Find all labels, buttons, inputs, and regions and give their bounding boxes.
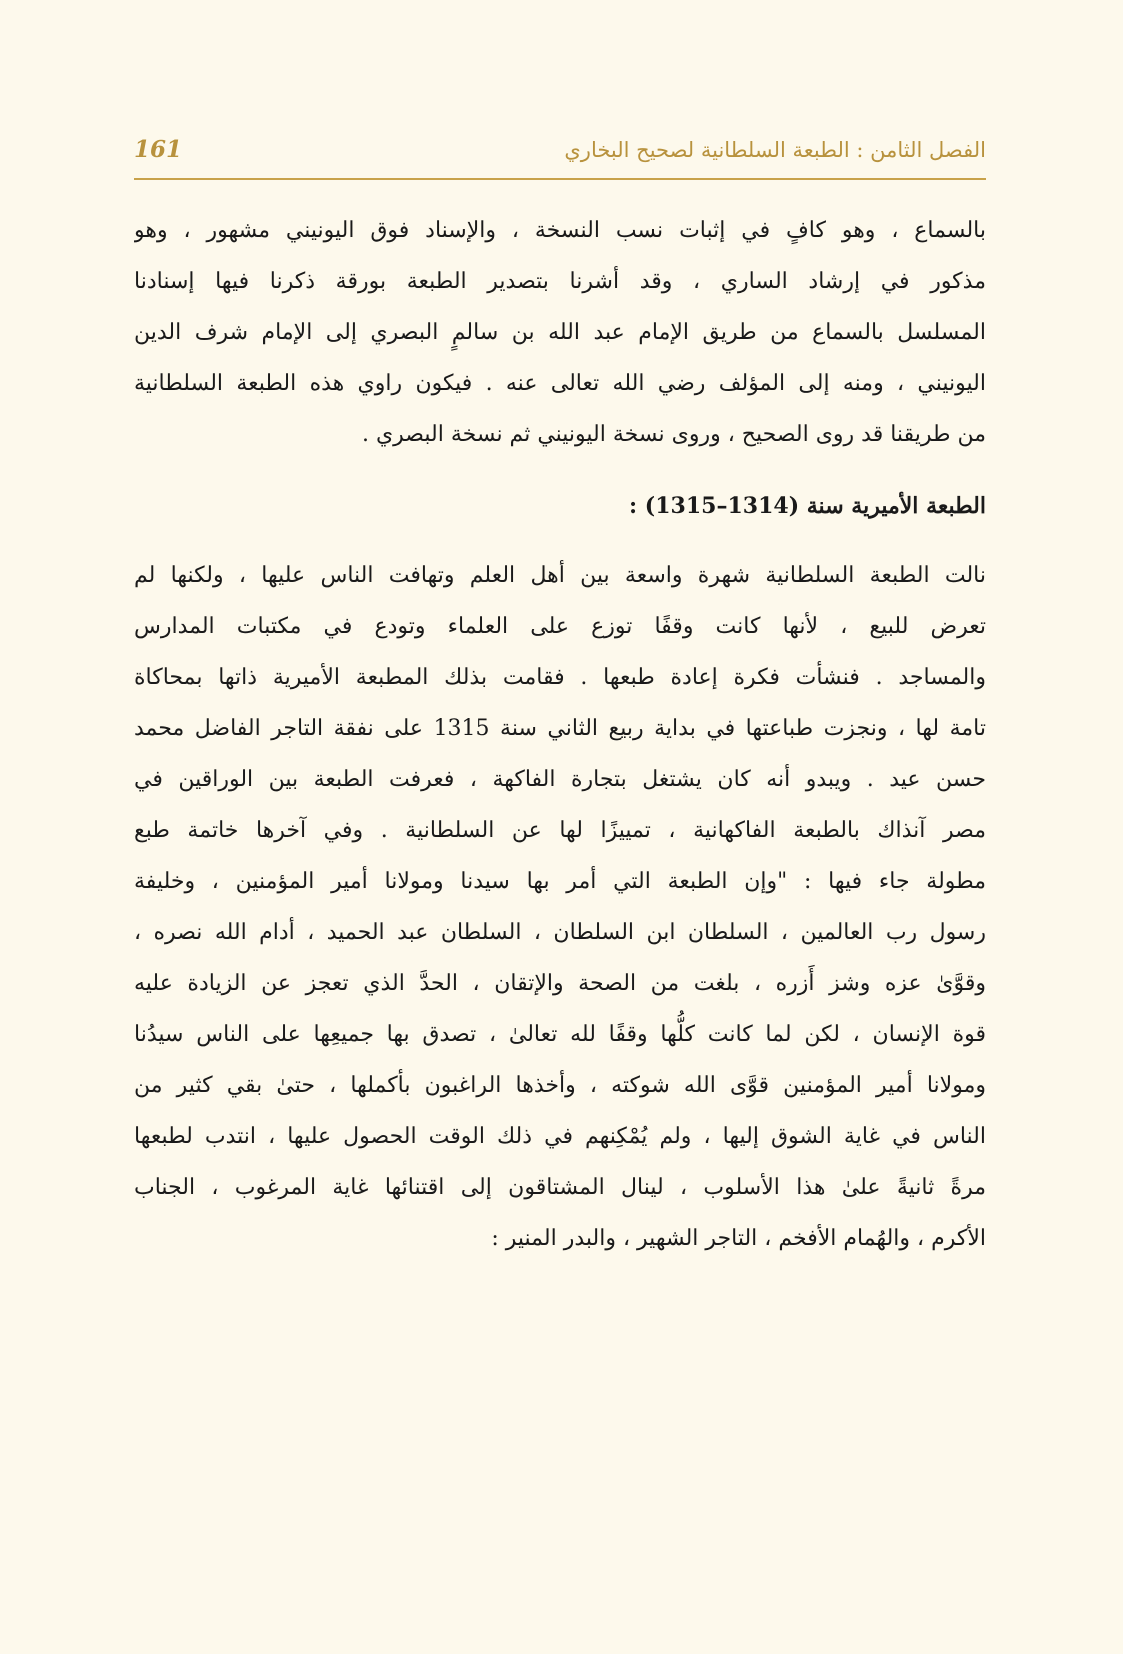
text-line: والمساجد . فنشأت فكرة إعادة طبعها . فقامت بذلك المطبعة الأميرية ذاتها بمحاكاة [134, 665, 986, 690]
text-line: المسلسل بالسماع من طريق الإمام عبد الله بن سالمٍ البصري إلى الإمام شرف الدين [134, 320, 986, 345]
text-line: الأكرم ، والهُمام الأفخم ، التاجر الشهير ، والبدر المنير : [491, 1226, 986, 1251]
running-header [134, 128, 986, 180]
text-line: نالت الطبعة السلطانية شهرة واسعة بين أهل العلم وتهافت الناس عليها ، ولكنها لم [134, 563, 986, 588]
text-line: مرةً ثانيةً علىٰ هذا الأسلوب ، لينال المشتاقون إلى اقتنائها غاية المرغوب ، الجناب [134, 1175, 986, 1200]
text-line: تامة لها ، ونجزت طباعتها في بداية ربيع الثاني سنة 1315 على نفقة التاجر الفاضل محمد [134, 716, 986, 741]
text-line: حسن عيد . ويبدو أنه كان يشتغل بتجارة الفاكهة ، فعرفت الطبعة بين الوراقين في [134, 767, 986, 792]
chapter-title: الفصل الثامن : الطبعة السلطانية لصحيح البخاري [564, 138, 986, 162]
text-line: وقوَّىٰ عزه وشز أَزره ، بلغت من الصحة والإتقان ، الحدَّ الذي تعجز عن الزيادة عليه [134, 971, 986, 996]
section-heading: الطبعة الأميرية سنة (1314–1315) : [629, 493, 986, 519]
page-number: 161 [134, 136, 183, 163]
text-line: مصر آنذاك بالطبعة الفاكهانية ، تمييزًا لها عن السلطانية . وفي آخرها خاتمة طبع [134, 818, 986, 843]
text-line: مذكور في إرشاد الساري ، وقد أشرنا بتصدير الطبعة بورقة ذكرنا فيها إسنادنا [134, 269, 986, 294]
text-line: اليونيني ، ومنه إلى المؤلف رضي الله تعالى عنه . فيكون راوي هذه الطبعة السلطانية [134, 371, 986, 396]
text-line: بالسماع ، وهو كافٍ في إثبات نسب النسخة ، والإسناد فوق اليونيني مشهور ، وهو [134, 218, 986, 243]
paragraph-2 [134, 550, 986, 1264]
text-line: مطولة جاء فيها : "وإن الطبعة التي أمر بها سيدنا ومولانا أمير المؤمنين ، وخليفة [134, 869, 986, 894]
text-line: تعرض للبيع ، لأنها كانت وقفًا توزع على العلماء وتودع في مكتبات المدارس [134, 614, 986, 639]
text-line: من طريقنا قد روى الصحيح ، وروى نسخة اليونيني ثم نسخة البصري . [361, 422, 986, 447]
text-line: قوة الإنسان ، لكن لما كانت كلُّها وقفًا لله تعالىٰ ، تصدق بها جميعِها على الناس سيدُنا [134, 1022, 986, 1047]
paragraph-1 [134, 205, 986, 460]
text-line: رسول رب العالمين ، السلطان ابن السلطان ، السلطان عبد الحميد ، أدام الله نصره ، [134, 920, 986, 945]
text-line: ومولانا أمير المؤمنين قوَّى الله شوكته ، وأخذها الراغبون بأكملها ، حتىٰ بقي كثير من [134, 1073, 986, 1098]
text-line: الناس في غاية الشوق إليها ، ولم يُمْكِنهم في ذلك الوقت الحصول عليها ، انتدب لطبعها [134, 1124, 986, 1149]
page-body [134, 205, 986, 1264]
